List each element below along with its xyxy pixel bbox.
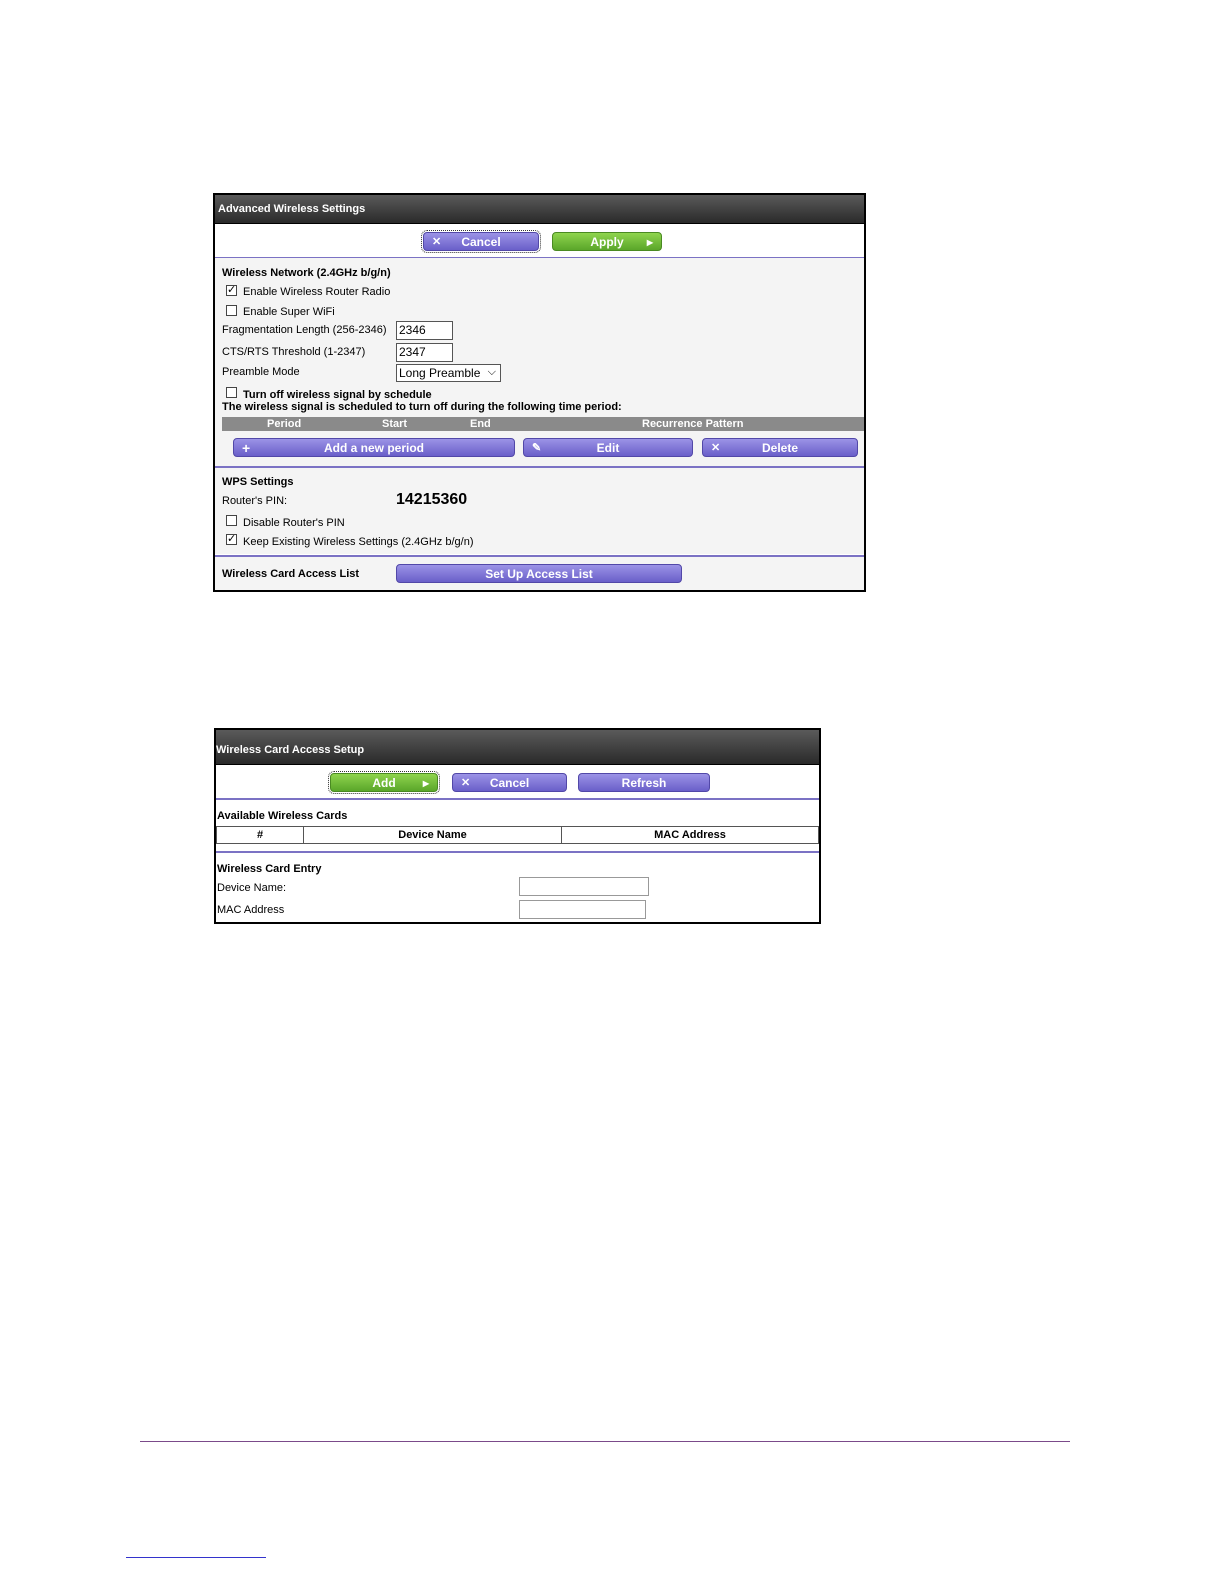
edit-button[interactable] (523, 438, 693, 457)
disable-pin-label: Disable Router's PIN (243, 517, 345, 529)
close-icon: ✕ (432, 236, 442, 248)
schedule-table-header (222, 417, 864, 431)
advanced-wireless-settings-panel (213, 193, 866, 592)
fragmentation-input[interactable]: 2346 (396, 321, 453, 340)
enable-super-wifi-label: Enable Super WiFi (243, 306, 335, 318)
setup-access-list-label: Set Up Access List (485, 567, 593, 581)
col-start: Start (382, 418, 408, 430)
schedule-description: The wireless signal is scheduled to turn off during the following time period: (222, 401, 622, 413)
section-divider (216, 851, 819, 853)
access-list-label: Wireless Card Access List (222, 568, 360, 580)
setup-access-list-button[interactable] (396, 564, 682, 583)
add-button-label: Add (372, 776, 396, 790)
action-bar (216, 765, 819, 800)
refresh-button-label: Refresh (621, 776, 667, 790)
pencil-icon: ✎ (532, 442, 542, 454)
router-pin-value: 14215360 (396, 491, 468, 508)
cancel-button-label: Cancel (461, 235, 501, 249)
col-recurrence: Recurrence Pattern (642, 418, 744, 430)
card-entry-title: Wireless Card Entry (217, 863, 322, 875)
device-name-input[interactable] (519, 877, 649, 896)
disable-pin-checkbox[interactable] (226, 515, 237, 526)
router-pin-label: Router's PIN: (222, 495, 288, 507)
keep-existing-label: Keep Existing Wireless Settings (2.4GHz b/g/n) (243, 536, 474, 548)
keep-existing-checkbox[interactable]: ✓ (227, 533, 237, 545)
cancel-button-label: Cancel (489, 776, 530, 790)
close-icon: ✕ (461, 777, 471, 789)
wireless-card-access-panel (214, 728, 821, 924)
mac-address-label: MAC Address (217, 904, 285, 916)
plus-icon: + (242, 440, 251, 456)
panel-title: Advanced Wireless Settings (215, 195, 864, 224)
footer-divider (140, 1441, 1070, 1442)
col-period: Period (267, 418, 302, 430)
wireless-network-title: Wireless Network (2.4GHz b/g/n) (222, 267, 391, 279)
preamble-label: Preamble Mode (222, 366, 300, 378)
footer-link-underline (126, 1557, 266, 1558)
add-period-label: Add a new period (323, 441, 424, 455)
wps-title: WPS Settings (222, 476, 294, 488)
col-mac-address: MAC Address (562, 827, 819, 844)
col-end: End (470, 418, 491, 430)
preamble-select[interactable] (396, 364, 501, 382)
panel-title: Wireless Card Access Setup (216, 730, 819, 765)
action-bar (215, 224, 864, 259)
close-icon: ✕ (711, 442, 721, 454)
enable-radio-label: Enable Wireless Router Radio (243, 286, 391, 298)
col-number: # (217, 827, 304, 844)
col-device-name: Device Name (304, 827, 562, 844)
table-header-row (217, 827, 819, 844)
cts-rts-label: CTS/RTS Threshold (1-2347) (222, 346, 366, 358)
delete-button[interactable] (702, 438, 858, 457)
cts-rts-input[interactable]: 2347 (396, 343, 453, 362)
cancel-button[interactable] (423, 232, 539, 251)
turn-off-schedule-checkbox[interactable] (226, 387, 237, 398)
refresh-button[interactable] (578, 773, 710, 792)
add-period-button[interactable] (233, 438, 515, 457)
add-button[interactable] (330, 773, 438, 792)
available-cards-table (216, 826, 819, 844)
enable-radio-checkbox[interactable]: ✓ (227, 284, 237, 296)
mac-address-input[interactable] (519, 900, 646, 919)
device-name-label: Device Name: (217, 882, 287, 894)
edit-label: Edit (596, 441, 620, 455)
arrow-right-icon: ▶ (422, 779, 429, 788)
cancel-button[interactable] (452, 773, 567, 792)
arrow-right-icon: ▶ (646, 238, 653, 247)
apply-button[interactable] (552, 232, 662, 251)
turn-off-schedule-label: Turn off wireless signal by schedule (243, 389, 432, 401)
preamble-selected-value: Long Preamble (399, 366, 481, 380)
apply-button-label: Apply (590, 235, 624, 249)
available-cards-title: Available Wireless Cards (217, 810, 348, 822)
enable-super-wifi-checkbox[interactable] (226, 305, 237, 316)
fragmentation-label: Fragmentation Length (256-2346) (222, 324, 387, 336)
delete-label: Delete (761, 441, 799, 455)
chevron-down-icon: ⌵ (487, 366, 496, 378)
